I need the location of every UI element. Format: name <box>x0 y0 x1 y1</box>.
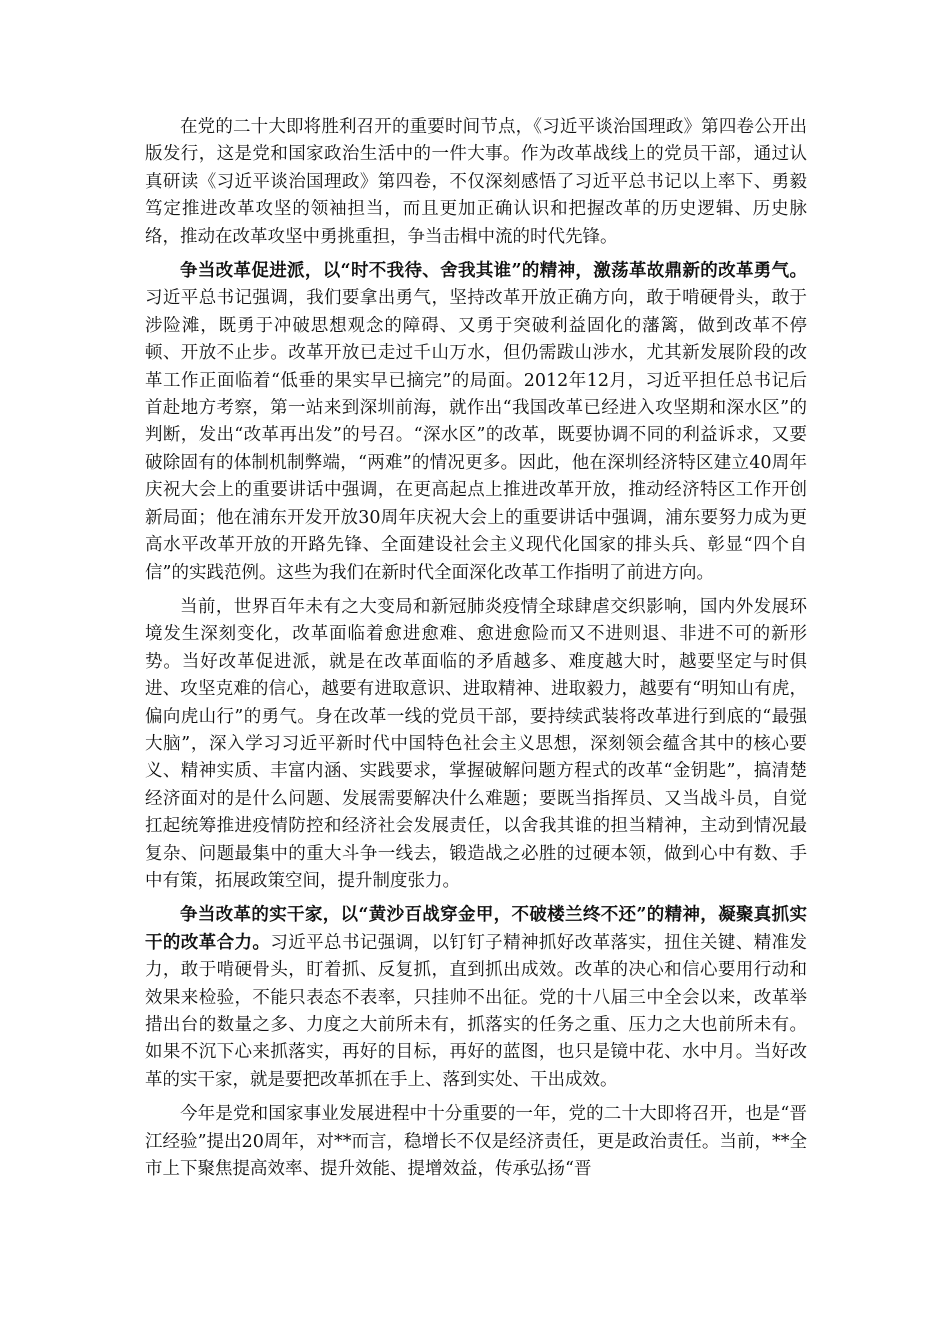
paragraph-text: 当前，世界百年未有之大变局和新冠肺炎疫情全球肆虐交织影响，国内外发展环境发生深刻变化，改革面临着愈进愈难、愈进愈险而又不进则退、非进不可的新形势。当好改革促进派，就是在改革面临的矛盾越多、难度越大时，越要坚定与时俱进、攻坚克难的信心，越要有进取意识、进取精神、进取毅力，越要有“明知山有虎，偏向虎山行”的勇气。身在改革一线的党员干部，要持续武装将改革进行到底的“最强大脑”，深入学习习近平新时代中国特色社会主义思想，深刻领会蕴含其中的核心要义、精神实质、丰富内涵、实践要求，掌握破解问题方程式的改革“金钥匙”，搞清楚经济面对的是什么问题、发展需要解决什么难题；要既当指挥员、又当战斗员，自觉扛起统筹推进疫情防控和经济社会发展责任，以舍我其谁的担当精神，主动到情况最复杂、问题最集中的重大斗争一线去，锻造战之必胜的过硬本领，做到心中有数、手中有策，拓展政策空间，提升制度张力。 <box>145 596 807 891</box>
document-body <box>145 114 807 1190</box>
paragraph-reform-promoter <box>145 258 807 587</box>
paragraph-this-year <box>145 1101 807 1183</box>
paragraph-reform-doer <box>145 902 807 1094</box>
paragraph-lead: 争当改革促进派，以“时不我待、舍我其谁”的精神，激荡革故鼎新的改革勇气。 <box>180 261 807 282</box>
paragraph-text: 在党的二十大即将胜利召开的重要时间节点，《习近平谈治国理政》第四卷公开出版发行，这是党和国家政治生活中的一件大事。作为改革战线上的党员干部，通过认真研读《习近平谈治国理政》第四卷，不仅深刻感悟了习近平总书记以上率下、勇毅笃定推进改革攻坚的领袖担当，而且更加正确认识和把握改革的历史逻辑、历史脉络，推动在改革攻坚中勇挑重担，争当击楫中流的时代先锋。 <box>145 117 807 247</box>
paragraph-current-situation <box>145 594 807 895</box>
paragraph-lead: 争当改革的实干家，以“黄沙百战穿金甲，不破楼兰终不还”的精神，凝聚真抓实干的改革合力。 <box>145 905 807 953</box>
paragraph-intro <box>145 114 807 251</box>
paragraph-text: 习近平总书记强调，以钉钉子精神抓好改革落实，扭住关键、精准发力，敢于啃硬骨头，盯着抓、反复抓，直到抓出成效。改革的决心和信心要用行动和效果来检验，不能只表态不表率，只挂帅不出征。党的十八届三中全会以来，改革举措出台的数量之多、力度之大前所未有，抓落实的任务之重、压力之大也前所未有。如果不沉下心来抓落实，再好的目标，再好的蓝图，也只是镜中花、水中月。当好改革的实干家，就是要把改革抓在手上、落到实处、干出成效。 <box>145 932 808 1090</box>
paragraph-text: 今年是党和国家事业发展进程中十分重要的一年，党的二十大即将召开，也是“晋江经验”提出20周年，对**而言，稳增长不仅是经济责任，更是政治责任。当前，**全市上下聚焦提高效率、提升效能、提增效益，传承弘扬“晋 <box>145 1104 807 1180</box>
paragraph-text: 习近平总书记强调，我们要拿出勇气，坚持改革开放正确方向，敢于啃硬骨头，敢于涉险滩，既勇于冲破思想观念的障碍、又勇于突破利益固化的藩篱，做到改革不停顿、开放不止步。改革开放已走过千山万水，但仍需跋山涉水，尤其新发展阶段的改革工作正面临着“低垂的果实早已摘完”的局面。2012年12月，习近平担任总书记后首赴地方考察，第一站来到深圳前海，就作出“我国改革已经进入攻坚期和深水区”的判断，发出“改革再出发”的号召。“深水区”的改革，既要协调不同的利益诉求，又要破除固有的体制机制弊端，“两难”的情况更多。因此，他在深圳经济特区建立40周年庆祝大会上的重要讲话中强调，在更高起点上推进改革开放，推动经济特区工作开创新局面；他在浦东开发开放30周年庆祝大会上的重要讲话中强调，浦东要努力成为更高水平改革开放的开路先锋、全面建设社会主义现代化国家的排头兵、彰显“四个自信”的实践范例。这些为我们在新时代全面深化改革工作指明了前进方向。 <box>145 288 807 583</box>
